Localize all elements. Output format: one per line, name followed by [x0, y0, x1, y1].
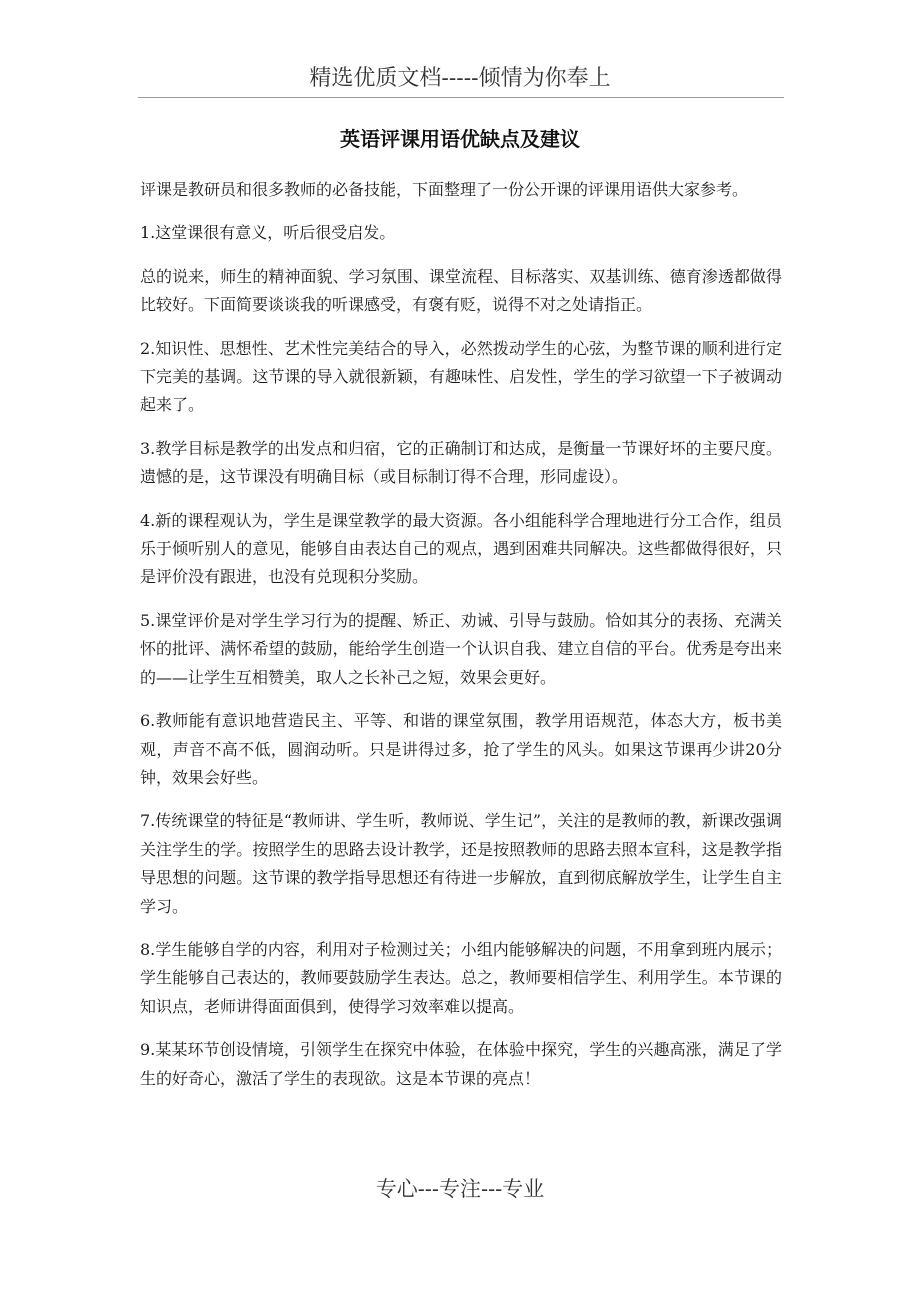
- page-footer: 专心---专注---专业: [375, 1177, 545, 1201]
- paragraph-6: 6.教师能有意识地营造民主、平等、和谐的课堂氛围，教学用语规范，体态大方，板书美观，声音不高不低，圆润动听。只是讲得过多，抢了学生的风头。如果这节课再少讲20分钟，效果会好些。: [140, 711, 782, 787]
- header-divider: [138, 97, 784, 98]
- paragraph-1-detail: 总的说来，师生的精神面貌、学习氛围、课堂流程、目标落实、双基训练、德育渗透都做得比较好。下面简要谈谈我的听课感受，有褒有贬，说得不对之处请指正。: [140, 266, 782, 315]
- paragraph-2: 2.知识性、思想性、艺术性完美结合的导入，必然拨动学生的心弦，为整节课的顺利进行定下完美的基调。这节课的导入就很新颖，有趣味性、启发性，学生的学习欲望一下子被调动起来了。: [140, 338, 782, 415]
- page-header: 精选优质文档-----倾情为你奉上: [309, 66, 611, 91]
- paragraph-8: 8.学生能够自学的内容，利用对子检测过关；小组内能够解决的问题，不用拿到班内展示；学生能够自己表达的，教师要鼓励学生表达。总之，教师要相信学生、利用学生。本节课的知识点，老师讲得面面俱到，使得学习效率难以提高。: [140, 939, 782, 1016]
- paragraph-3: 3.教学目标是教学的出发点和归宿，它的正确制订和达成，是衡量一节课好坏的主要尺度。遗憾的是，这节课没有明确目标（或目标制订得不合理，形同虚设）。: [140, 438, 782, 487]
- paragraph-9: 9.某某环节创设情境，引领学生在探究中体验，在体验中探究，学生的兴趣高涨，满足了学生的好奇心，激活了学生的表现欲。这是本节课的亮点！: [140, 1040, 782, 1088]
- paragraph-4: 4.新的课程观认为，学生是课堂教学的最大资源。各小组能科学合理地进行分工合作，组员乐于倾听别人的意见，能够自由表达自己的观点，遇到困难共同解决。这些都做得很好，只是评价没有跟进，也没有兑现积分奖励。: [140, 510, 782, 587]
- paragraph-1: 1.这堂课很有意义，听后很受启发。: [140, 223, 396, 243]
- paragraph-5: 5.课堂评价是对学生学习行为的提醒、矫正、劝诫、引导与鼓励。恰如其分的表扬、充满关怀的批评、满怀希望的鼓励，能给学生创造一个认识自我、建立自信的平台。优秀是夸出来的——让学生互相赞美，取人之长补己之短，效果会更好。: [140, 610, 782, 687]
- paragraph-intro: 评课是教研员和很多教师的必备技能，下面整理了一份公开课的评课用语供大家参考。: [140, 180, 749, 199]
- document-title: 英语评课用语优缺点及建议: [340, 127, 580, 151]
- paragraph-7: 7.传统课堂的特征是“教师讲、学生听，教师说、学生记”，关注的是教师的教，新课改强调关注学生的学。按照学生的思路去设计教学，还是按照教师的思路去照本宣科，这是教学指导思想的问题。这节课的教学指导思想还有待进一步解放，直到彻底解放学生，让学生自主学习。: [140, 811, 782, 916]
- document-body: [140, 176, 782, 1108]
